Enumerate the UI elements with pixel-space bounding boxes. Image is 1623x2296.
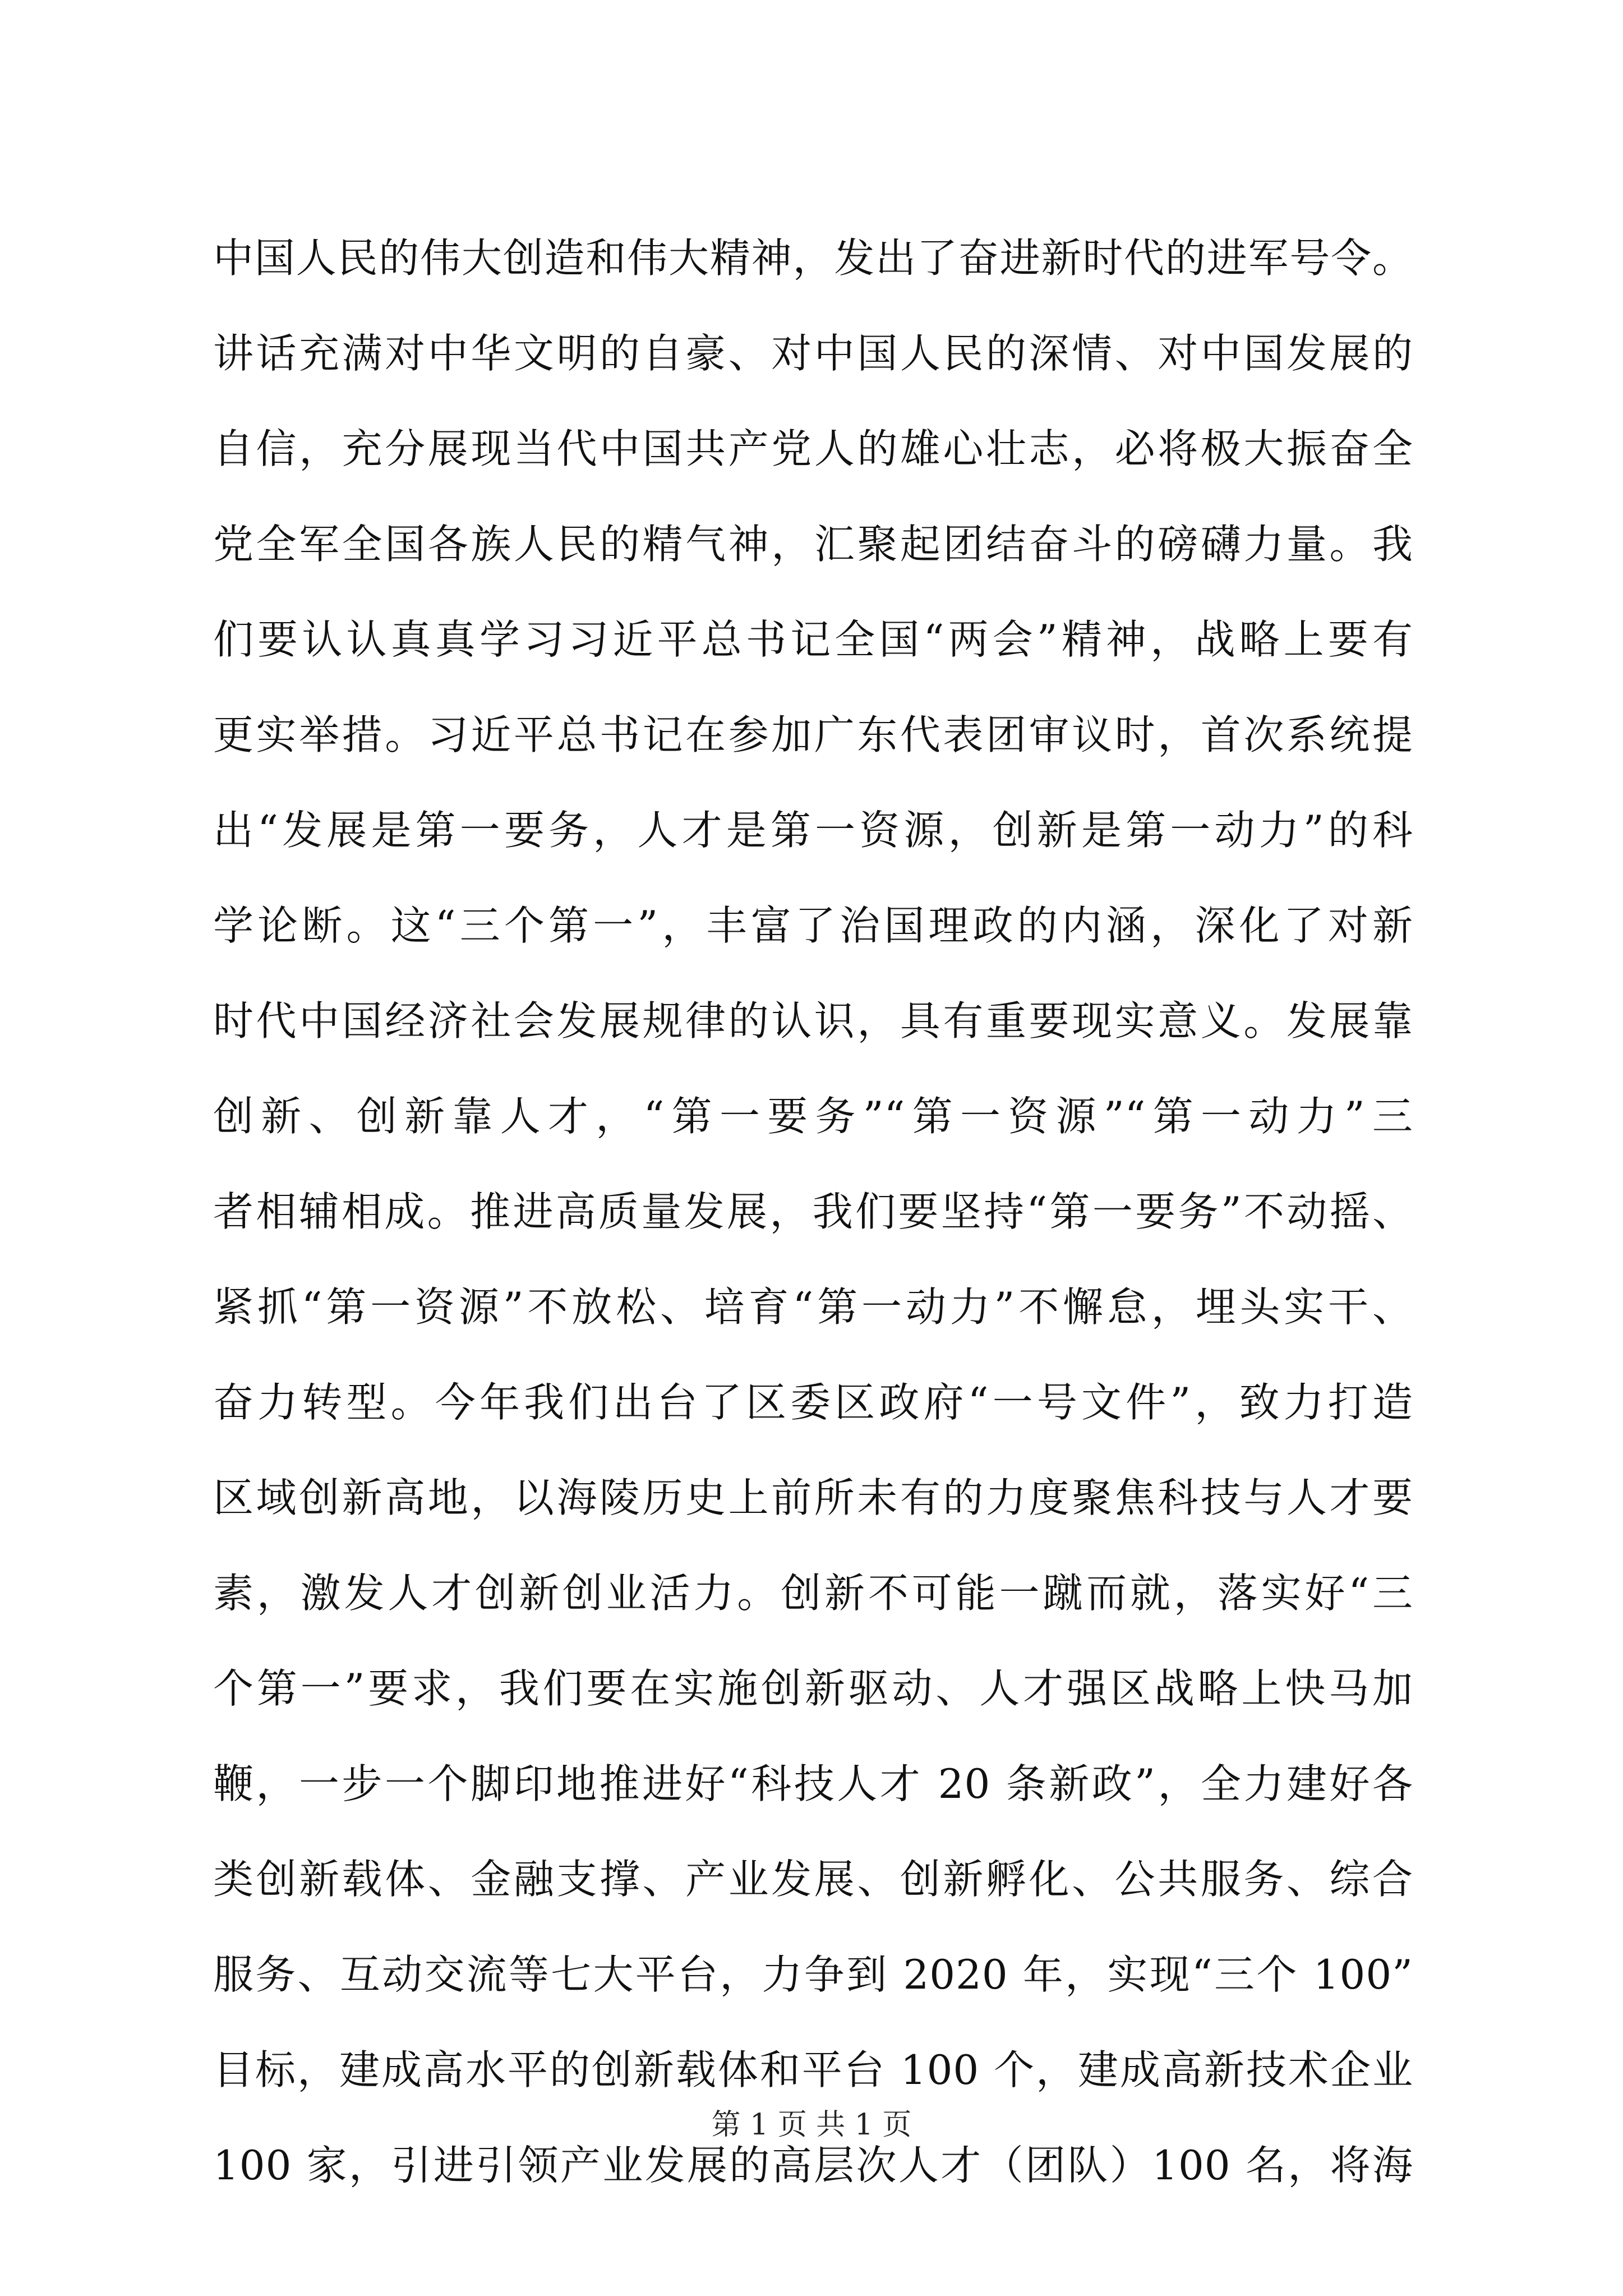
text-line: 服务、互动交流等七大平台，力争到 2020 年，实现“三个 100” xyxy=(213,1951,1413,1998)
text-line: 类创新载体、金融支撑、产业发展、创新孵化、公共服务、综合 xyxy=(213,1856,1413,1903)
text-line: 100 家，引进引领产业发展的高层次人才（团队）100 名，将海 xyxy=(213,2142,1413,2189)
text-line: 讲话充满对中华文明的自豪、对中国人民的深情、对中国发展的 xyxy=(213,330,1413,377)
text-line: 者相辅相成。推进高质量发展，我们要坚持“第一要务”不动摇、 xyxy=(213,1188,1413,1235)
text-line: 出“发展是第一要务，人才是第一资源，创新是第一动力”的科 xyxy=(213,807,1413,854)
text-line: 个第一”要求，我们要在实施创新驱动、人才强区战略上快马加 xyxy=(213,1665,1413,1712)
text-line: 更实举措。习近平总书记在参加广东代表团审议时，首次系统提 xyxy=(213,711,1413,758)
text-line: 中国人民的伟大创造和伟大精神，发出了奋进新时代的进军号令。 xyxy=(213,234,1413,282)
body-text xyxy=(213,210,1413,2213)
text-line: 学论断。这“三个第一”，丰富了治国理政的内涵，深化了对新 xyxy=(213,902,1413,949)
text-line: 党全军全国各族人民的精气神，汇聚起团结奋斗的磅礴力量。我 xyxy=(213,521,1413,568)
text-line: 创新、创新靠人才，“第一要务”“第一资源”“第一动力”三 xyxy=(213,1093,1413,1140)
text-line: 们要认认真真学习习近平总书记全国“两会”精神，战略上要有 xyxy=(213,616,1413,663)
text-line: 紧抓“第一资源”不放松、培育“第一动力”不懈怠，埋头实干、 xyxy=(213,1283,1413,1331)
text-line: 奋力转型。今年我们出台了区委区政府“一号文件”，致力打造 xyxy=(213,1379,1413,1426)
text-line: 目标，建成高水平的创新载体和平台 100 个，建成高新技术企业 xyxy=(213,2046,1413,2093)
page-footer xyxy=(0,2101,1623,2143)
text-line: 鞭，一步一个脚印地推进好“科技人才 20 条新政”，全力建好各 xyxy=(213,1760,1413,1807)
text-line: 自信，充分展现当代中国共产党人的雄心壮志，必将极大振奋全 xyxy=(213,425,1413,472)
text-line: 素，激发人才创新创业活力。创新不可能一蹴而就，落实好“三 xyxy=(213,1570,1413,1617)
page-number-label: 第 1 页 共 1 页 xyxy=(711,2108,912,2142)
text-line: 区域创新高地，以海陵历史上前所未有的力度聚焦科技与人才要 xyxy=(213,1474,1413,1521)
text-line: 时代中国经济社会发展规律的认识，具有重要现实意义。发展靠 xyxy=(213,997,1413,1045)
